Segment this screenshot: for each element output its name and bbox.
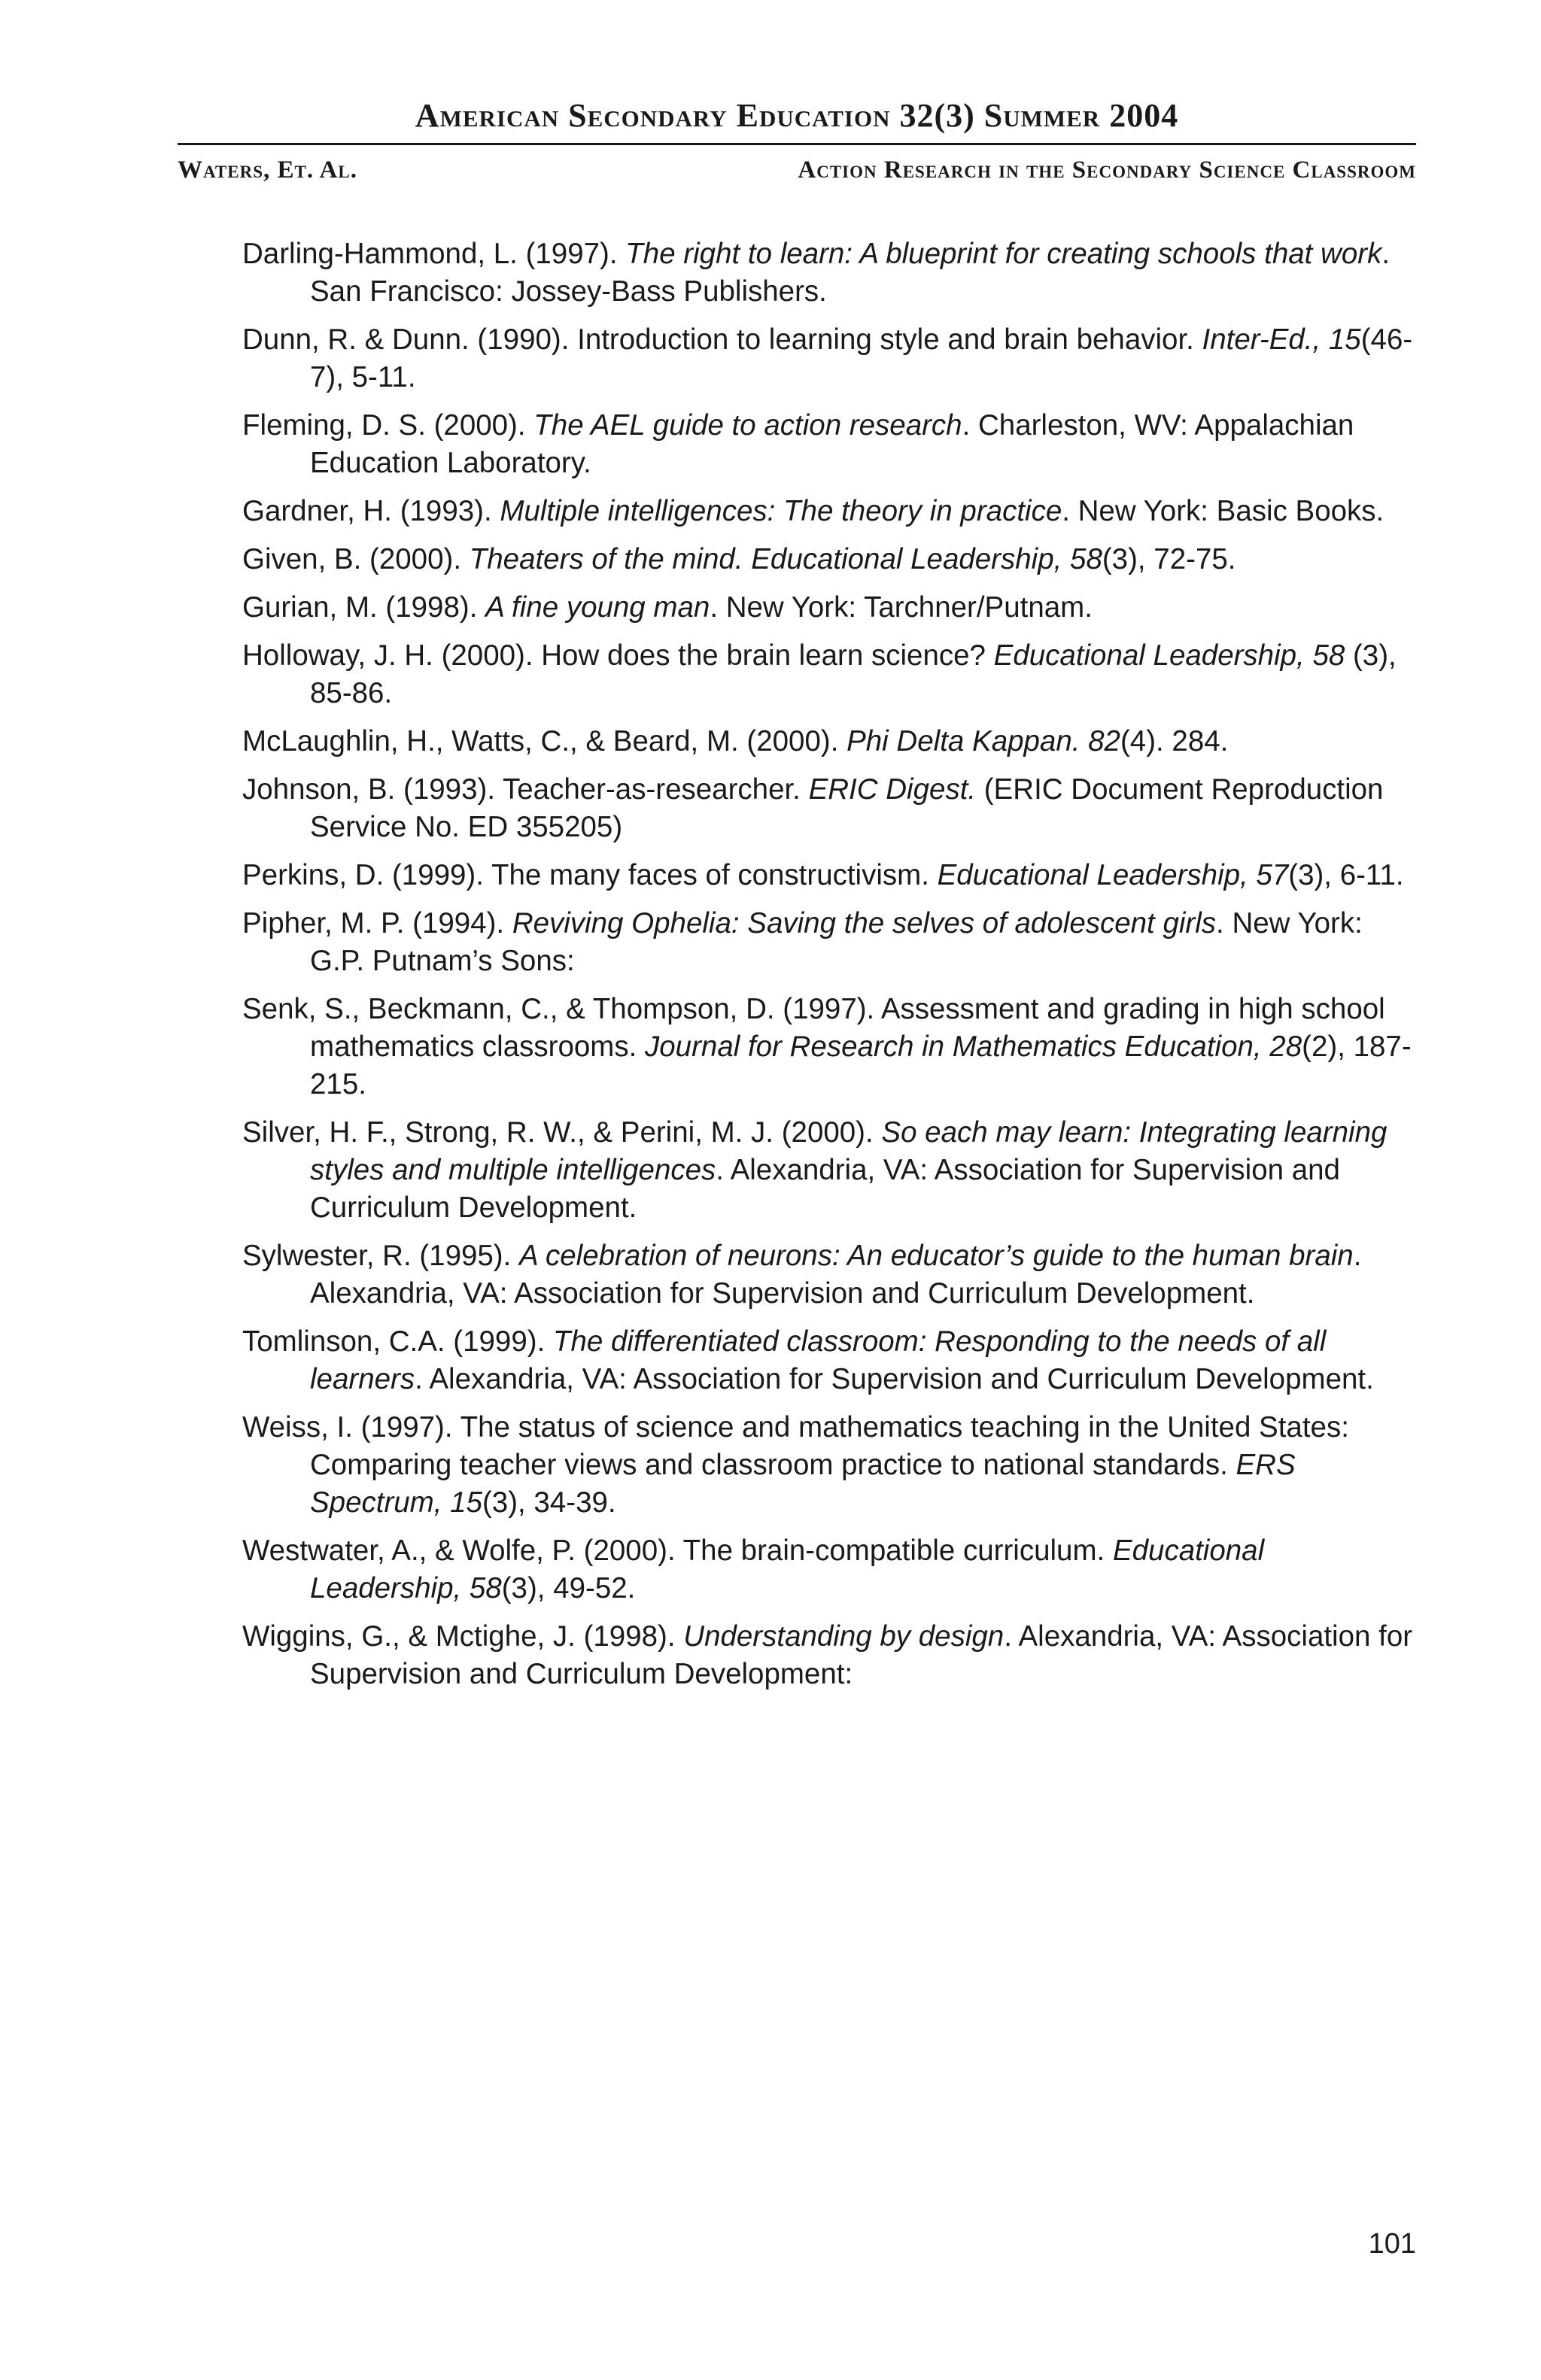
reference-entry [242, 1114, 1419, 1227]
reference-text: . Alexandria, VA: Association for Supervision and Curriculum Development. [415, 1363, 1374, 1395]
reference-text: . Charleston, WV: Appalachian Education Laboratory. [310, 409, 1354, 479]
reference-title-italic: Educational Leadership, 58 [993, 639, 1345, 672]
reference-text: Silver, H. F., Strong, R. W., & Perini, M. J. (2000). [242, 1116, 882, 1149]
reference-entry [242, 905, 1419, 980]
reference-entry [242, 1409, 1419, 1522]
reference-text: (4). 284. [1120, 725, 1229, 757]
reference-text: . New York: G.P. Putnam’s Sons: [310, 907, 1363, 977]
reference-title-italic: So each may learn: Integrating learning styles and multiple intelligences [310, 1116, 1388, 1186]
reference-text: Fleming, D. S. (2000). [242, 409, 534, 442]
reference-text: Wiggins, G., & Mctighe, J. (1998). [242, 1620, 684, 1653]
reference-title-italic: Reviving Ophelia: Saving the selves of adolescent girls [512, 907, 1217, 940]
reference-text: . Alexandria, VA: Association for Supervision and Curriculum Development. [310, 1154, 1340, 1224]
reference-text: Dunn, R. & Dunn. (1990). Introduction to learning style and brain behavior. [242, 323, 1202, 356]
reference-entry [242, 723, 1419, 760]
reference-title-italic: Understanding by design [683, 1620, 1005, 1653]
reference-title-italic: ERS Spectrum, 15 [310, 1449, 1296, 1519]
reference-text: . Alexandria, VA: Association for Supervision and Curriculum Development. [310, 1240, 1362, 1310]
reference-text: Pipher, M. P. (1994). [242, 907, 512, 940]
reference-text: . New York: Basic Books. [1062, 495, 1384, 527]
reference-text: . New York: Tarchner/Putnam. [710, 591, 1093, 624]
reference-text: Tomlinson, C.A. (1999). [242, 1325, 553, 1358]
reference-entry [242, 321, 1419, 396]
reference-text: (46-7), 5-11. [310, 323, 1413, 393]
reference-text: Johnson, B. (1993). Teacher-as-researcher. [242, 773, 809, 806]
reference-title-italic: Inter-Ed., 15 [1202, 323, 1361, 356]
reference-entry [242, 1532, 1419, 1607]
reference-title-italic: A fine young man [485, 591, 710, 624]
reference-list [242, 235, 1419, 1704]
reference-entry [242, 1323, 1419, 1398]
reference-text: Given, B. (2000). [242, 543, 470, 575]
reference-text: Darling-Hammond, L. (1997). [242, 238, 626, 270]
header-rule [178, 143, 1416, 145]
reference-text: (3), 34-39. [482, 1486, 616, 1519]
reference-text: . San Francisco: Jossey-Bass Publishers. [310, 238, 1391, 308]
running-head-title: Action Research in the Secondary Science Classroom [798, 156, 1416, 184]
reference-text: (2), 187-215. [310, 1031, 1412, 1100]
reference-entry [242, 589, 1419, 627]
reference-entry [242, 1618, 1419, 1693]
reference-entry [242, 771, 1419, 846]
reference-title-italic: The right to learn: A blueprint for creating schools that work [625, 238, 1382, 270]
reference-entry [242, 235, 1419, 311]
reference-entry [242, 857, 1419, 894]
reference-text: Senk, S., Beckmann, C., & Thompson, D. (1997). Assessment and grading in high school mathematics classrooms. [242, 993, 1385, 1063]
reference-title-italic: Educational Leadership, 57 [937, 859, 1289, 891]
reference-text: Perkins, D. (1999). The many faces of constructivism. [242, 859, 938, 891]
reference-text: Sylwester, R. (1995). [242, 1240, 520, 1272]
reference-title-italic: Journal for Research in Mathematics Education, 28 [645, 1031, 1302, 1063]
reference-entry [242, 637, 1419, 712]
reference-text: (3), 85-86. [310, 639, 1397, 709]
reference-text: (3), 49-52. [501, 1572, 636, 1604]
journal-header: American Secondary Education 32(3) Summer 2004 [415, 97, 1179, 134]
reference-text: Westwater, A., & Wolfe, P. (2000). The brain-compatible curriculum. [242, 1535, 1113, 1567]
reference-text: McLaughlin, H., Watts, C., & Beard, M. (2000). [242, 725, 847, 757]
reference-text: (ERIC Document Reproduction Service No. ED 355205) [310, 773, 1384, 843]
reference-entry [242, 1237, 1419, 1313]
reference-entry [242, 493, 1419, 530]
reference-text: Gurian, M. (1998). [242, 591, 486, 624]
reference-text: Weiss, I. (1997). The status of science and mathematics teaching in the United States: Comparing teacher views and classroom practice to national standards. [242, 1411, 1349, 1481]
reference-text: (3), 72-75. [1102, 543, 1236, 575]
reference-text: . Alexandria, VA: Association for Supervision and Curriculum Development: [310, 1620, 1413, 1690]
reference-title-italic: A celebration of neurons: An educator’s guide to the human brain [519, 1240, 1354, 1272]
reference-title-italic: ERIC Digest. [808, 773, 977, 806]
reference-text: Holloway, J. H. (2000). How does the brain learn science? [242, 639, 994, 672]
reference-title-italic: Phi Delta Kappan. 82 [846, 725, 1120, 757]
reference-title-italic: The AEL guide to action research [533, 409, 962, 442]
reference-entry [242, 407, 1419, 482]
reference-title-italic: Theaters of the mind. Educational Leadership, 58 [469, 543, 1102, 575]
reference-title-italic: Educational Leadership, 58 [310, 1535, 1265, 1604]
reference-title-italic: The differentiated classroom: Responding to the needs of all learners [310, 1325, 1327, 1395]
reference-title-italic: Multiple intelligences: The theory in practice [500, 495, 1062, 527]
reference-text: (3), 6-11. [1288, 859, 1404, 891]
running-head-authors: Waters, Et. Al. [178, 156, 357, 184]
page-number: 101 [1368, 2228, 1416, 2260]
reference-entry [242, 991, 1419, 1103]
reference-text: Gardner, H. (1993). [242, 495, 500, 527]
reference-entry [242, 541, 1419, 578]
